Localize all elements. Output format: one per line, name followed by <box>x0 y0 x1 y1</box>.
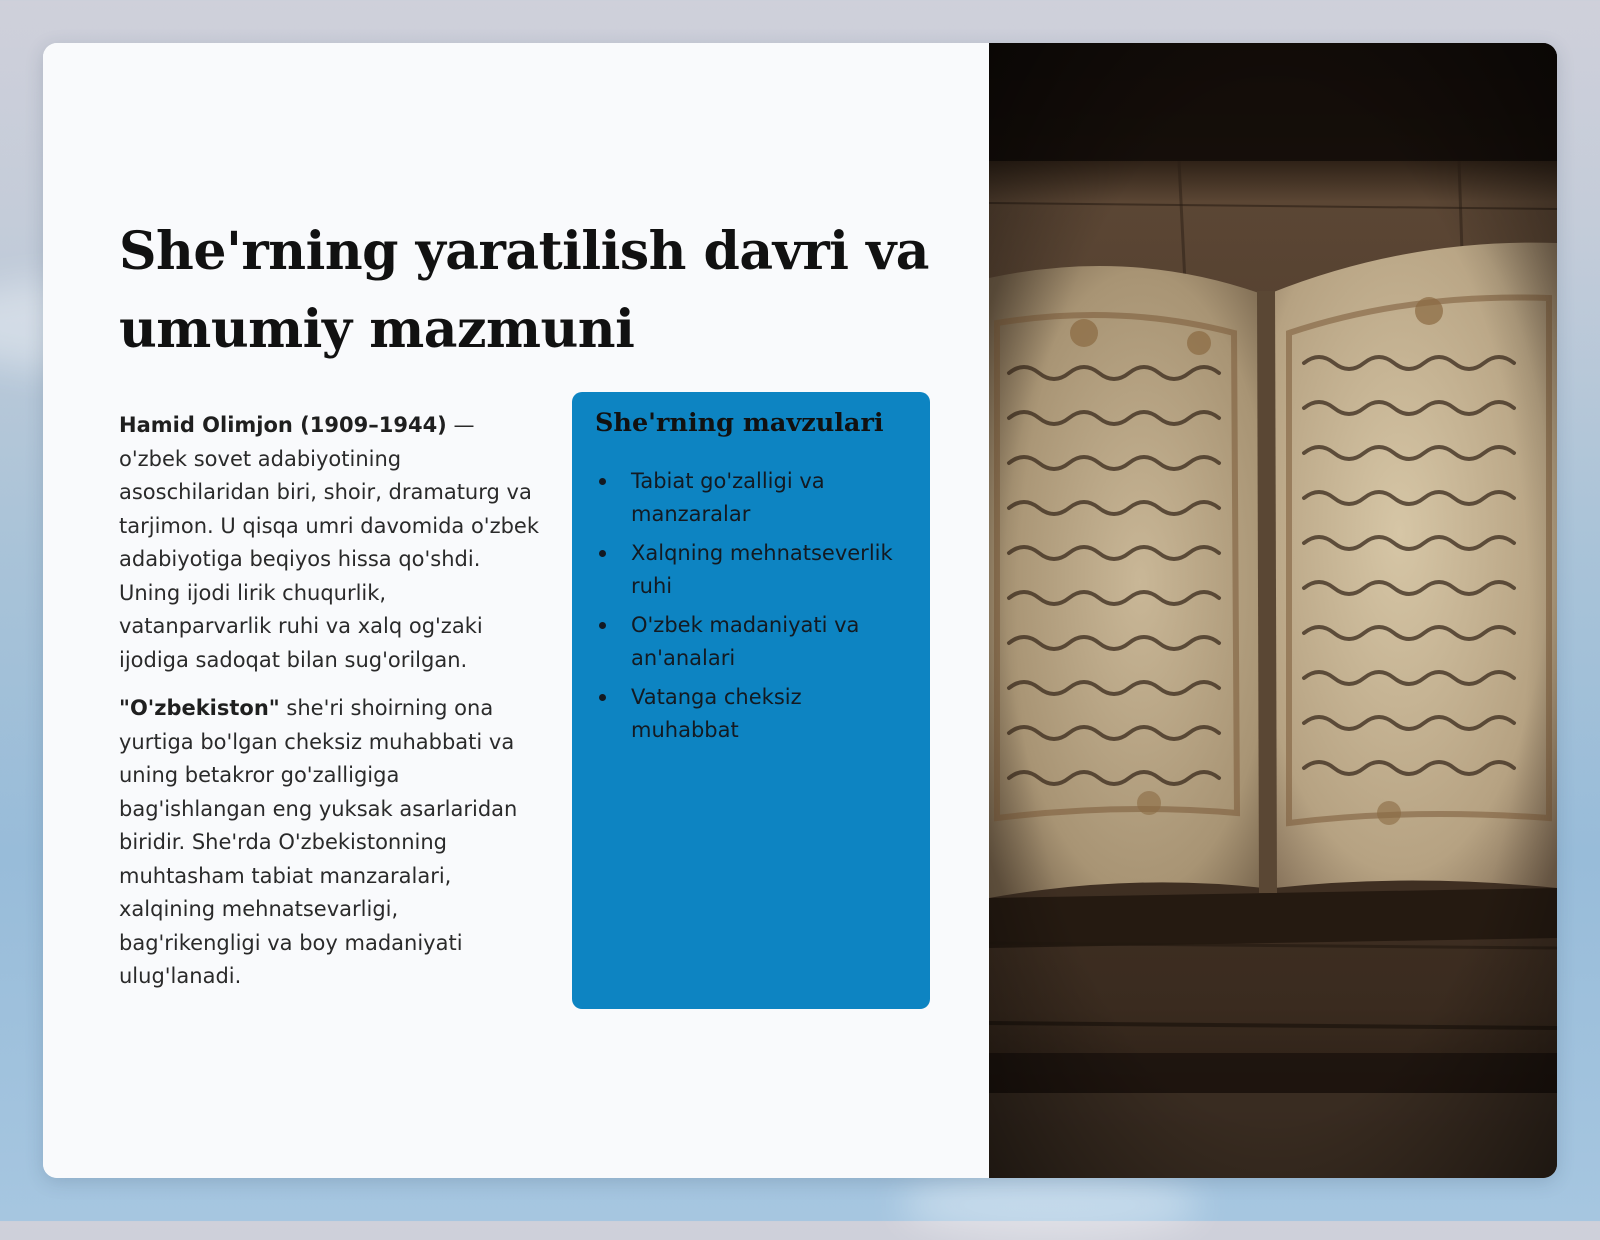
poem-paragraph <box>119 692 539 994</box>
bullet-icon <box>599 478 606 485</box>
list-item: O'zbek madaniyati va an'analari <box>594 609 914 675</box>
themes-box <box>572 392 930 1009</box>
author-paragraph <box>119 409 539 677</box>
list-item: Vatanga cheksiz muhabbat <box>594 681 914 747</box>
list-item: Tabiat go'zalligi va manzaralar <box>594 465 914 531</box>
themes-list <box>594 465 914 753</box>
bullet-icon <box>599 694 606 701</box>
bullet-icon <box>599 550 606 557</box>
author-name: Hamid Olimjon (1909–1944) <box>119 413 447 437</box>
author-description: — o'zbek sovet adabiyotining asoschilaridan biri, shoir, dramaturg va tarjimon. U qisqa umri davomida o'zbek adabiyotiga beqiyos hissa qo'shdi. Uning ijodi lirik chuqurlik, vatanparvarlik ruhi va xalq og'zaki ijodiga sadoqat bilan sug'orilgan. <box>119 413 539 672</box>
poem-description: she'ri shoirning ona yurtiga bo'lgan cheksiz muhabbati va uning betakror go'zalligiga bag'ishlangan eng yuksak asarlaridan biridir. She'rda O'zbekistonning muhtasham tabiat manzaralari, xalqining mehnatsevarligi, bag'rikengligi va boy madaniyati ulug'lanadi. <box>119 696 518 988</box>
open-manuscript-book-image <box>989 43 1557 1178</box>
slide-title: She'rning yaratilish davri va umumiy mazmuni <box>119 221 929 360</box>
poem-name: "O'zbekiston" <box>119 696 280 720</box>
slide-card <box>43 43 1557 1178</box>
description-column <box>119 409 539 1009</box>
list-item: Xalqning mehnatseverlik ruhi <box>594 537 914 603</box>
bullet-icon <box>599 622 606 629</box>
themes-title: She'rning mavzulari <box>595 408 884 438</box>
text-panel <box>43 43 989 1178</box>
background-cloud <box>900 1170 1200 1240</box>
